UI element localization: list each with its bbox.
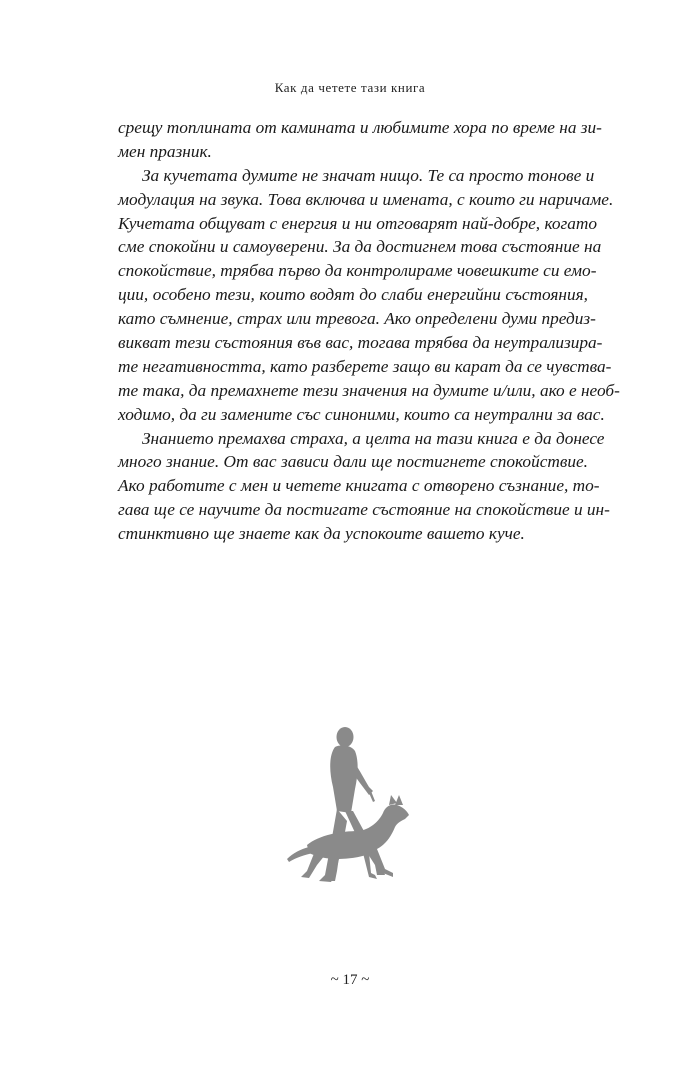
text-line: ции, особено тези, които водят до слаби енергийни състояния, [118, 285, 588, 305]
page-number: ~ 17 ~ [330, 972, 370, 988]
text-line: мен празник. [118, 141, 212, 161]
text-line: много знание. От вас зависи дали ще постигнете спокойствие. [118, 452, 588, 472]
text-line: като съмнение, страх или тревога. Ако определени думи предиз- [118, 309, 596, 329]
running-head: Как да четете тази книга [274, 80, 426, 95]
text-line: Кучетата общуват с енергия и ни отговарят най-добре, когато [118, 213, 598, 233]
text-line: стинктивно ще знаете как да успокоите вашето куче. [118, 524, 525, 544]
text-line: спокойствие, трябва първо да контролираме човешките си емо- [118, 261, 597, 281]
text-line: ходимо, да ги замените със синоними, които са неутрални за вас. [118, 404, 605, 424]
text-line: те негативността, като разберете защо ви карат да се чувства- [118, 356, 612, 376]
text-line: модулация на звука. Това включва и имената, с които ги наричаме. [118, 189, 614, 209]
text-line: викват тези състояния във вас, тогава трябва да неутрализира- [118, 333, 603, 353]
text-line: те така, да премахнете тези значения на думите и/или, ако е необ- [118, 380, 620, 400]
text-line: сме спокойни и самоуверени. За да достигнем това състояние на [118, 237, 602, 257]
paragraph [118, 116, 602, 164]
paragraph [118, 164, 620, 427]
paragraph [118, 427, 610, 546]
text-line: Ако работите с мен и четете книгата с отворено съзнание, то- [118, 476, 600, 496]
man-walking-dog-silhouette-icon [285, 725, 415, 890]
text-line: срещу топлината от камината и любимите хора по време на зи- [118, 118, 602, 137]
text-line: Знанието премахва страха, а целта на тази книга е да донесе [142, 428, 605, 448]
body-text [118, 116, 620, 546]
text-line: За кучетата думите не значат нищо. Те са просто тонове и [142, 165, 595, 185]
text-line: гава ще се научите да постигате състояние на спокойствие и ин- [118, 500, 610, 520]
